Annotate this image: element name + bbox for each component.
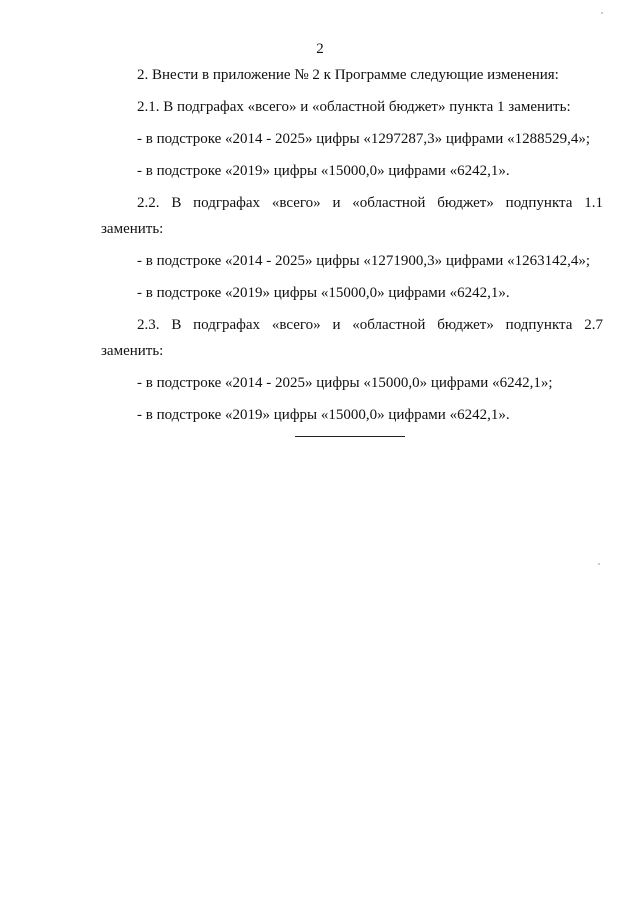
paragraph-item-2-1: 2.1. В подграфах «всего» и «областной бюджет» пункта 1 заменить:: [137, 99, 571, 115]
page-number: 2: [316, 41, 324, 57]
paragraph-item-2-3: 2.3. В подграфах «всего» и «областной бюджет» подпункта 2.7 заменить:: [101, 317, 603, 359]
paragraph-item-2-1-row-2019: - в подстроке «2019» цифры «15000,0» цифрами «6242,1».: [137, 163, 510, 179]
scan-speck: [598, 563, 600, 565]
paragraph-item-2-3-row-2019: - в подстроке «2019» цифры «15000,0» цифрами «6242,1».: [137, 407, 510, 423]
paragraph-item-2-1-row-2014-2025: - в подстроке «2014 - 2025» цифры «1297287,3» цифрами «1288529,4»;: [137, 131, 590, 147]
scan-speck: [601, 12, 603, 14]
paragraph-item-2-3-row-2014-2025: - в подстроке «2014 - 2025» цифры «15000,0» цифрами «6242,1»;: [137, 375, 553, 391]
paragraph-item-2-2-row-2019: - в подстроке «2019» цифры «15000,0» цифрами «6242,1».: [137, 285, 510, 301]
paragraph-amendment-intro: 2. Внести в приложение № 2 к Программе следующие изменения:: [137, 67, 559, 83]
paragraph-item-2-2-row-2014-2025: - в подстроке «2014 - 2025» цифры «1271900,3» цифрами «1263142,4»;: [137, 253, 590, 269]
document-body: [101, 62, 603, 428]
end-divider-line: [295, 436, 405, 437]
paragraph-item-2-2: 2.2. В подграфах «всего» и «областной бюджет» подпункта 1.1 заменить:: [101, 195, 603, 237]
